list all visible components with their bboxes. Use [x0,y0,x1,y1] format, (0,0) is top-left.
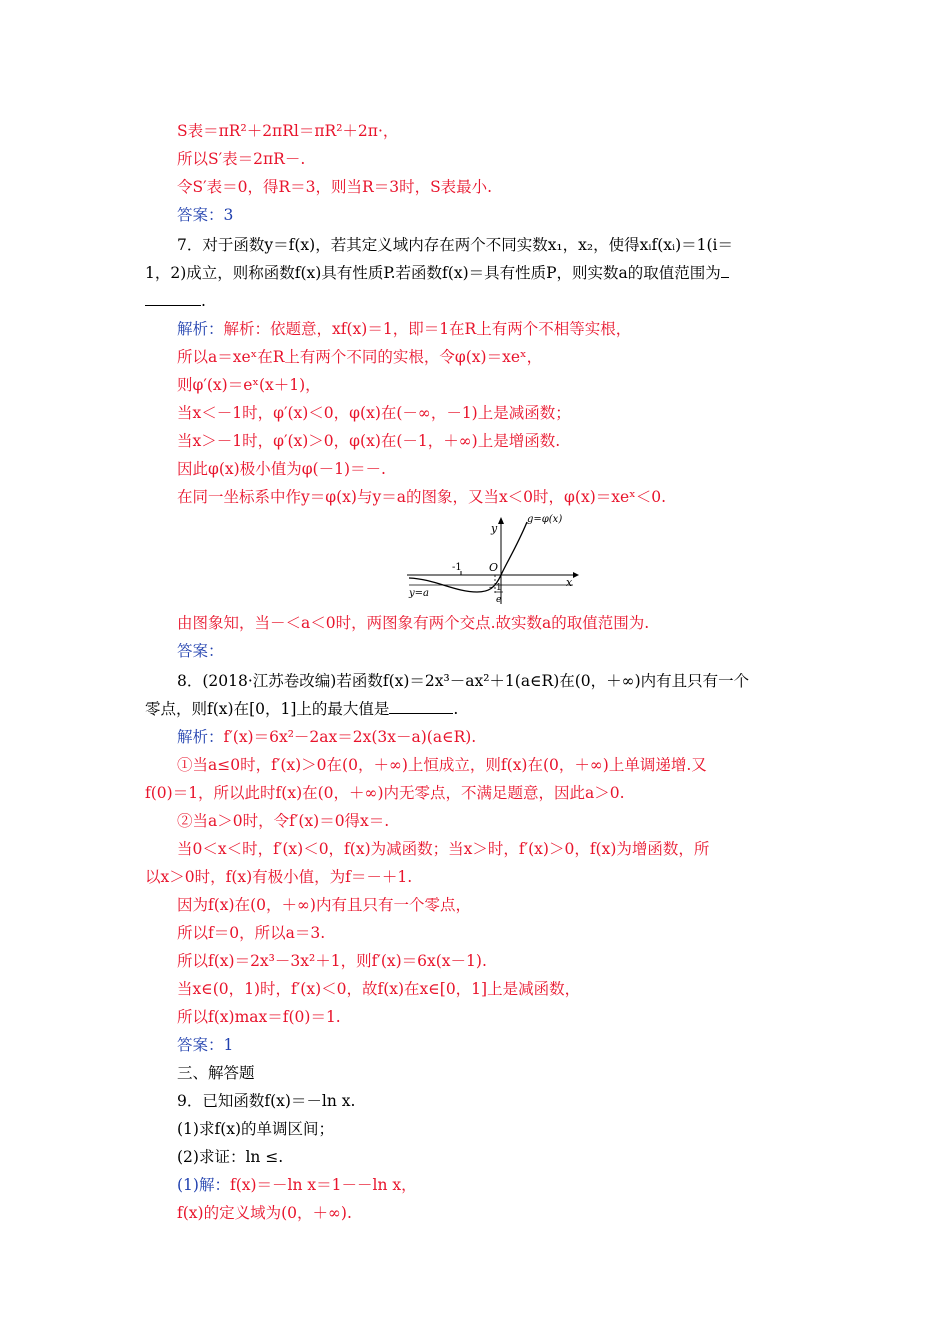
solution-line: S表＝πR²＋2πRl＝πR²＋2π·， [177,122,399,140]
curve-label: g=φ(x) [527,514,563,525]
solution-line: 当x∈(0，1)时，f′(x)＜0，故f(x)在x∈[0，1]上是减函数， [177,980,581,998]
solution-line: 在同一坐标系中作y＝φ(x)与y＝a的图象，又当x＜0时，φ(x)＝xeˣ＜0. [177,488,667,506]
solution-line: 所以f(x)max＝f(0)＝1. [177,1008,341,1026]
question-9-text: 9．已知函数f(x)＝－ln x. [177,1092,356,1110]
solution-line: 由图象知，当－＜a＜0时，两图象有两个交点.故实数a的取值范围为. [177,614,650,632]
question-8-line2: 零点，则f(x)在[0，1]上的最大值是 [145,700,390,718]
answer-blank [389,699,453,714]
question-8-text: 8．(2018·江苏卷改编)若函数f(x)＝2x³－ax²＋1(a∈R)在(0，＋∞)内有且只有一个 [177,672,750,690]
solution-line: 令S′表＝0，得R＝3，则当R＝3时，S表最小. [177,178,493,196]
question-7-text: 7．对于函数y＝f(x)，若其定义域内存在两个不同实数x₁，x₂，使得xᵢf(xᵢ)＝1(i＝ [177,236,734,254]
solution-label: (1)解： [177,1176,230,1194]
solution-line: 因此φ(x)极小值为φ(－1)＝－. [177,460,386,478]
solution-line: 当x＞－1时，φ′(x)＞0，φ(x)在(－1，＋∞)上是增函数. [177,432,561,450]
solution-text: f′(x)＝6x²－2ax＝2x(3x－a)(a∈R). [223,728,477,746]
question-7-text [145,263,729,283]
solution-text: 解析：依题意，xf(x)＝1，即＝1在R上有两个不相等实根， [223,320,632,338]
solution-line [177,727,476,747]
y-axis-arrow [498,517,504,524]
solution-text: f(x)＝－ln x＝1－－ln x， [229,1176,417,1194]
question-7-text [145,291,206,311]
line-label: y=a [409,588,429,599]
question-9-part1: (1)求f(x)的单调区间； [177,1120,335,1138]
question-8-text [145,699,458,719]
section-heading: 三、解答题 [177,1064,255,1082]
question-9-part2: (2)求证：ln ≤. [177,1148,284,1166]
solution-line: ①当a≤0时，f′(x)＞0在(0，＋∞)上恒成立，则f(x)在(0，＋∞)上单调递增.又 [177,756,707,774]
solution-line [177,1175,417,1195]
x-axis-label: x [566,576,573,589]
answer-line: 答案：1 [177,1036,234,1054]
question-7-line2: 1，2)成立，则称函数f(x)具有性质P.若函数f(x)＝具有性质P，则实数a的取值范围为 [145,264,721,282]
question-7-line3: . [201,292,206,310]
solution-line: 所以S′表＝2πR－. [177,150,306,168]
tick-label-minus-one: -1 [452,562,462,573]
answer-line: 答案： [177,642,224,660]
origin-label: O [489,561,499,574]
tick-label-numerator: 1 [496,583,502,593]
solution-line: 所以f＝0，所以a＝3. [177,924,326,942]
solution-line: 当0＜x＜时，f′(x)＜0，f(x)为减函数；当x＞时，f′(x)＞0，f(x)为增函数，所 [177,840,710,858]
question-8-line2-end: . [453,700,459,718]
solution-line [177,319,631,339]
y-axis-label: y [491,522,498,535]
solution-line: 所以a＝xeˣ在R上有两个不同的实根，令φ(x)＝xeˣ， [177,348,543,366]
tick-label-minus-sign: - [489,583,493,593]
answer-blank [145,291,201,306]
solution-line: 当x＜－1时，φ′(x)＜0，φ(x)在(－∞，－1)上是减函数； [177,404,571,422]
answer-blank [721,263,729,278]
analysis-label: 解析： [177,728,224,746]
tick-label-denominator: e [496,595,502,605]
solution-line: f(0)＝1，所以此时f(x)在(0，＋∞)内无零点，不满足题意，因此a＞0. [145,784,625,802]
curve-phi [409,522,527,592]
answer-line: 答案：3 [177,206,234,224]
solution-line: 因为f(x)在(0，＋∞)内有且只有一个零点， [177,896,471,914]
solution-line: f(x)的定义域为(0，＋∞). [177,1204,352,1222]
solution-line: 所以f(x)＝2x³－3x²＋1，则f′(x)＝6x(x－1). [177,952,487,970]
solution-line: 则φ′(x)＝eˣ(x＋1)， [177,376,321,394]
solution-line: 以x＞0时，f(x)有极小值，为f＝－＋1. [145,868,413,886]
x-axis-arrow [573,572,579,578]
analysis-label: 解析： [177,320,224,338]
solution-line: ②当a＞0时，令f′(x)＝0得x＝. [177,812,390,830]
function-graph-figure [405,512,580,608]
